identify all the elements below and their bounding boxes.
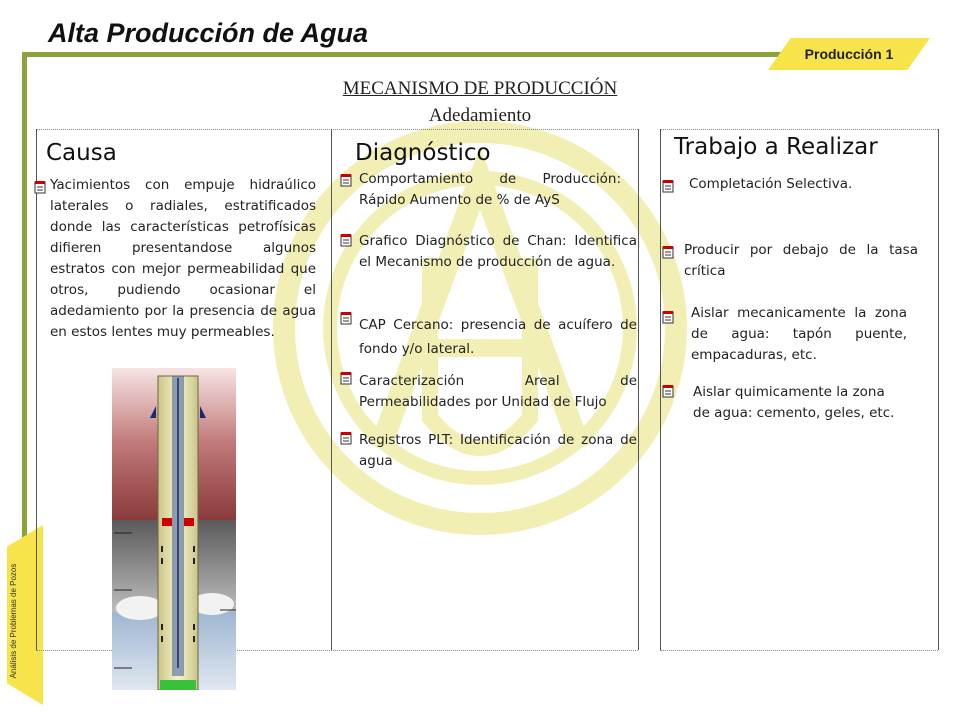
notepad-bullet-icon: [662, 384, 674, 398]
trabajo-item: Aislar quimicamente la zona de agua: cemento, geles, etc.: [693, 384, 895, 421]
divider-bottom-right: [660, 650, 938, 651]
column-border: [36, 129, 37, 650]
diagnostico-item: Caracterización Areal de Permeabilidades por Unidad de Flujo: [359, 373, 637, 410]
notepad-bullet-icon: [340, 311, 352, 325]
column-border: [638, 129, 639, 650]
slide-badge-label: Producción 1: [804, 46, 894, 62]
trabajo-heading: Trabajo a Realizar: [674, 134, 878, 160]
diagnostico-item: Registros PLT: Identificación de zona de agua: [359, 432, 637, 469]
causa-item: Yacimientos con empuje hidraúlico laterales o radiales, estratificados donde las características petrofísicas difieren presentandose algunos estratos con mejor permeabilidad que otros, pudiendo ocasionar el adedamiento por la presencia de agua en estos lentes muy permeables.: [50, 177, 316, 340]
mechanism-heading: MECANISMO DE PRODUCCIÓN: [342, 78, 618, 99]
notepad-bullet-icon: [662, 310, 674, 324]
notepad-bullet-icon: [340, 371, 352, 385]
mechanism-subheading: Adedamiento: [428, 105, 532, 126]
trabajo-item: Producir por debajo de la tasa crítica: [684, 242, 918, 279]
column-border: [938, 129, 939, 650]
diagnostico-heading: Diagnóstico: [355, 140, 491, 166]
diagnostico-item: Comportamiento de Producción: Rápido Aumento de % de AyS: [359, 171, 621, 208]
well-diagram: [112, 368, 236, 690]
notepad-bullet-icon: [34, 180, 46, 194]
notepad-bullet-icon: [662, 245, 674, 259]
divider-top-left: [36, 129, 638, 130]
notepad-bullet-icon: [340, 233, 352, 247]
top-accent-bar: [22, 52, 802, 57]
trabajo-item: Aislar mecanicamente la zona de agua: tapón puente, empacaduras, etc.: [691, 305, 907, 363]
column-border: [660, 129, 661, 650]
causa-heading: Causa: [46, 140, 117, 166]
divider-top-right: [660, 129, 938, 130]
side-tab-label: Análisis de Problemas de Pozos: [9, 563, 18, 679]
diagnostico-item: Grafico Diagnóstico de Chan: Identifica el Mecanismo de producción de agua.: [359, 233, 637, 270]
left-accent-bar: [22, 52, 27, 592]
trabajo-item: Completación Selectiva.: [689, 176, 853, 192]
notepad-bullet-icon: [340, 173, 352, 187]
column-border: [331, 129, 332, 650]
notepad-bullet-icon: [340, 431, 352, 445]
notepad-bullet-icon: [662, 179, 674, 193]
diagnostico-item: CAP Cercano: presencia de acuífero de fondo y/o lateral.: [359, 317, 637, 357]
page-title: Alta Producción de Agua: [48, 18, 369, 48]
